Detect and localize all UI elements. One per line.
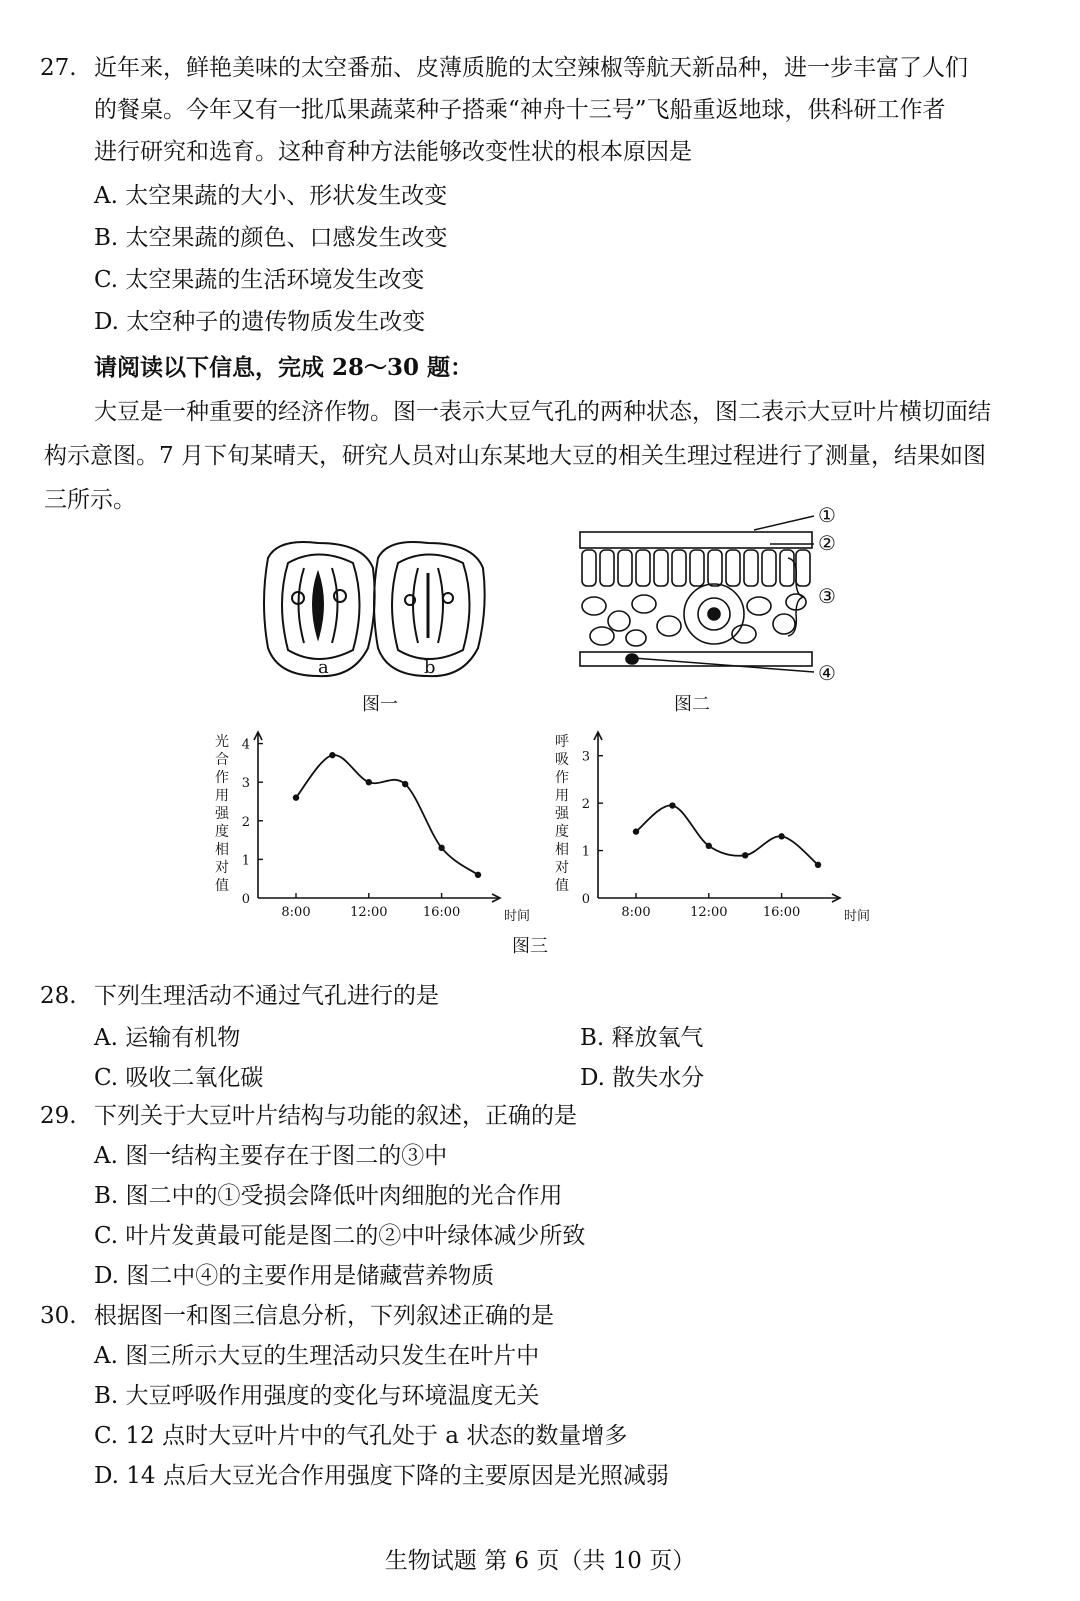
figure2-label-4: ④ [818,661,836,685]
y-tick-label: 3 [241,776,250,792]
data-point [402,781,408,787]
q28-option-b: B. 释放氧气 [580,1025,704,1051]
q29-option-c: C. 叶片发黄最可能是图二的②中叶绿体减少所致 [94,1223,586,1249]
figure1-label-a: a [318,657,329,678]
figure2-label-3: ③ [818,584,836,608]
x-tick-label: 8:00 [621,905,651,920]
figure1-label-b: b [424,657,436,678]
data-point [475,872,481,878]
y-tick-label: 1 [581,844,590,860]
series-line [636,805,818,864]
data-point [742,852,748,858]
y-axis-label-char: 呼 [555,734,569,750]
y-axis-label-char: 光 [215,734,229,750]
y-tick-label: 3 [581,749,590,765]
y-axis-label-char: 值 [215,878,229,894]
intro-line: 大豆是一种重要的经济作物。图一表示大豆气孔的两种状态，图二表示大豆叶片横切面结 [94,399,991,425]
figure2-leader-lines [574,500,824,690]
q30-option-d: D. 14 点后大豆光合作用强度下降的主要原因是光照减弱 [94,1463,669,1489]
respiration-chart [540,722,870,932]
intro-line: 构示意图。7 月下旬某晴天，研究人员对山东某地大豆的相关生理过程进行了测量，结果如图 [44,443,986,469]
y-axis-label-char: 吸 [555,752,569,768]
q27-option-a: A. 太空果蔬的大小、形状发生改变 [94,183,448,209]
series-line [296,755,478,875]
y-axis-label-char: 用 [555,788,569,804]
data-point [293,794,299,800]
stoma-a [264,542,375,676]
y-axis-label-char: 强 [555,806,569,822]
data-point [815,862,821,868]
y-axis-label-char: 作 [555,770,569,786]
figure2-caption: 图二 [674,694,710,715]
q29-option-a: A. 图一结构主要存在于图二的③中 [94,1143,448,1169]
q29-number: 29. [40,1103,77,1129]
q30-number: 30. [40,1303,77,1329]
data-point [669,802,675,808]
y-tick-label: 4 [241,737,250,753]
figure1-stomata [258,538,488,688]
q30-option-c: C. 12 点时大豆叶片中的气孔处于 a 状态的数量增多 [94,1423,628,1449]
page-footer: 生物试题 第 6 页（共 10 页） [384,1548,696,1574]
data-point [366,779,372,785]
data-point [633,828,639,834]
q28-stem: 下列生理活动不通过气孔进行的是 [94,983,439,1009]
q28-option-c: C. 吸收二氧化碳 [94,1065,264,1091]
data-point [329,752,335,758]
figure1-caption: 图一 [362,694,398,715]
q29-option-d: D. 图二中④的主要作用是储藏营养物质 [94,1263,495,1289]
q27-option-b: B. 太空果蔬的颜色、口感发生改变 [94,225,448,251]
q30-option-a: A. 图三所示大豆的生理活动只发生在叶片中 [94,1343,540,1369]
y-axis-label-char: 强 [215,806,229,822]
data-point [778,833,784,839]
intro-heading: 请阅读以下信息，完成 28～30 题： [94,354,474,381]
y-axis-label-char: 作 [215,770,229,786]
x-tick-label: 8:00 [281,905,311,920]
intro-line: 三所示。 [44,487,136,513]
q29-option-b: B. 图二中的①受损会降低叶肉细胞的光合作用 [94,1183,563,1209]
y-axis-label-char: 度 [215,824,229,840]
y-axis-label-char: 度 [555,824,569,840]
x-tick-label: 12:00 [690,905,728,920]
y-tick-label: 0 [581,892,590,907]
y-axis-label-char: 对 [555,860,569,876]
figure2-label-1: ① [818,503,836,527]
x-tick-label: 12:00 [350,905,388,920]
y-axis-label-char: 用 [215,788,229,804]
q30-stem: 根据图一和图三信息分析，下列叙述正确的是 [94,1303,554,1329]
figure2-label-2: ② [818,531,836,555]
figure3-caption: 图三 [512,936,548,957]
q27-number: 27. [40,55,77,81]
y-tick-label: 2 [241,814,250,830]
x-axis-label: 时间 [504,909,530,924]
q28-number: 28. [40,983,77,1009]
q27-option-d: D. 太空种子的遗传物质发生改变 [94,309,426,335]
x-axis-label: 时间 [844,909,870,924]
q27-option-c: C. 太空果蔬的生活环境发生改变 [94,267,425,293]
y-axis-label-char: 相 [555,842,569,858]
y-tick-label: 1 [241,853,250,869]
q29-stem: 下列关于大豆叶片结构与功能的叙述，正确的是 [94,1103,577,1129]
q30-option-b: B. 大豆呼吸作用强度的变化与环境温度无关 [94,1383,540,1409]
data-point [706,843,712,849]
y-axis-label-char: 合 [215,752,229,768]
data-point [438,845,444,851]
q27-stem-line: 进行研究和选育。这种育种方法能够改变性状的根本原因是 [94,139,692,165]
x-tick-label: 16:00 [422,905,461,920]
y-axis-label-char: 对 [215,860,229,876]
x-tick-label: 16:00 [762,905,801,920]
q28-option-d: D. 散失水分 [580,1065,705,1091]
q27-stem-line: 近年来，鲜艳美味的太空番茄、皮薄质脆的太空辣椒等航天新品种，进一步丰富了人们 [94,55,968,81]
y-axis-label-char: 相 [215,842,229,858]
q27-stem-line: 的餐桌。今年又有一批瓜果蔬菜种子搭乘“神舟十三号”飞船重返地球，供科研工作者 [94,97,946,123]
photosynthesis-chart [200,722,530,932]
stoma-b [374,542,485,676]
y-tick-label: 2 [581,797,590,813]
q28-option-a: A. 运输有机物 [94,1025,241,1051]
y-tick-label: 0 [241,892,250,907]
y-axis-label-char: 值 [555,878,569,894]
